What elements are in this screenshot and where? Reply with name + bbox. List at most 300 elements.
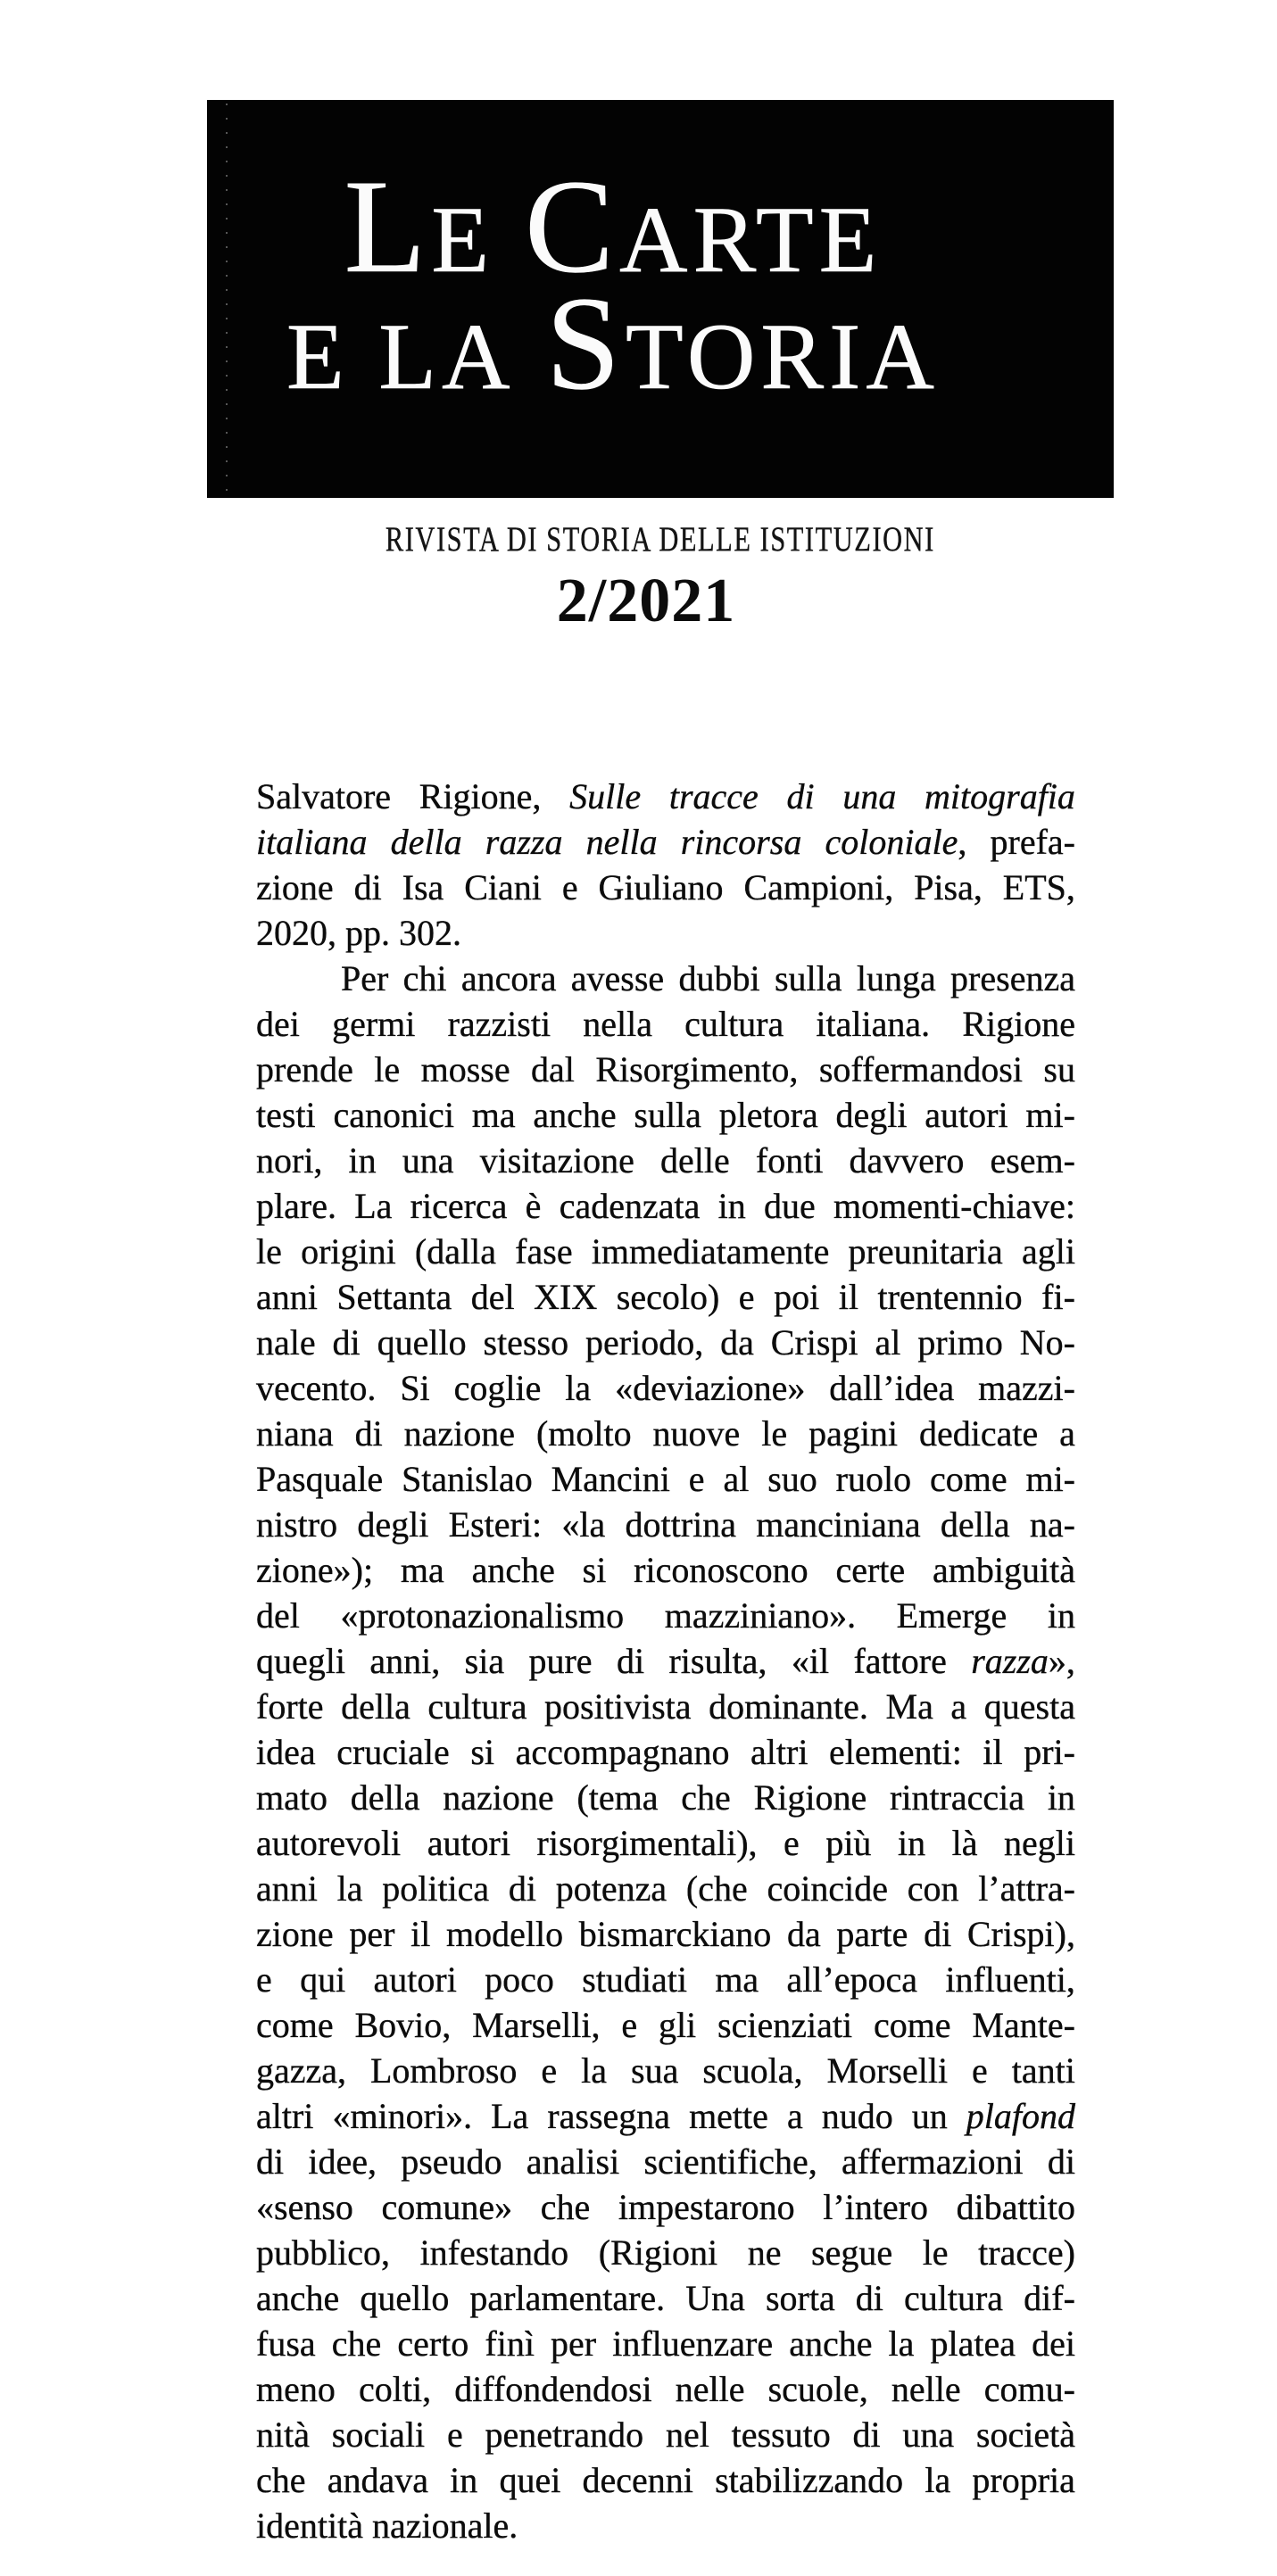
word: italiana. [816, 1004, 931, 1044]
word: Pasquale [256, 1459, 384, 1499]
word: in [717, 1186, 746, 1226]
word: prefa- [990, 822, 1075, 862]
word: del [470, 1277, 515, 1317]
word: colti, [358, 2369, 432, 2409]
word: Rigione [753, 1777, 867, 1818]
word: segue [811, 2232, 893, 2273]
word: pagini [808, 1413, 899, 1454]
text-line [256, 2093, 1075, 2139]
word: il [983, 1732, 1003, 1772]
text-line [256, 1365, 1075, 1411]
word: pletora [718, 1095, 818, 1135]
word: zione [256, 1914, 334, 1954]
word: «la [561, 1504, 606, 1545]
word: sua [631, 2050, 679, 2091]
word: influenti, [945, 1959, 1075, 2000]
word: mazziniano». [664, 1595, 857, 1636]
word: accompagnano [515, 1732, 730, 1772]
word: là [951, 1823, 978, 1863]
word: presenza [950, 958, 1075, 998]
text-line [256, 2230, 1075, 2275]
word: nella [583, 1004, 652, 1044]
word: Marselli, [472, 2005, 601, 2045]
word: davvero [849, 1140, 965, 1180]
word: pure [528, 1641, 593, 1681]
word: qui [300, 1959, 346, 2000]
word: sulla [634, 1095, 701, 1135]
word: vecento. [256, 1368, 377, 1408]
word: «senso [256, 2187, 353, 2227]
word: nazione [403, 1413, 515, 1454]
text-line [256, 1957, 1075, 2002]
word: nità [256, 2414, 310, 2455]
text-line [256, 1820, 1075, 1866]
word: di [852, 2414, 881, 2455]
word: su [1043, 1049, 1075, 1089]
word: e [621, 2005, 638, 2045]
word: per [349, 1914, 395, 1954]
text-line [256, 2321, 1075, 2366]
masthead-title-word: CARTE [524, 153, 883, 301]
masthead-title-word: STORIA [545, 269, 940, 418]
word: dominante. [709, 1686, 868, 1727]
word: Campioni, [743, 867, 894, 907]
word: preunitaria [848, 1231, 1003, 1271]
journal-subtitle: RIVISTA DI STORIA DELLE ISTITUZIONI [385, 520, 936, 559]
word: tracce [668, 776, 759, 816]
word: esem- [990, 1140, 1075, 1180]
word: in [1047, 1595, 1075, 1636]
word: plafond [966, 2096, 1075, 2136]
text-line [256, 1047, 1075, 1092]
text-line [256, 956, 1075, 1001]
word: na- [1029, 1504, 1075, 1545]
word: Crispi), [966, 1914, 1075, 1954]
word: in [450, 2460, 478, 2500]
word: autorevoli [256, 1823, 402, 1863]
text-line [256, 1274, 1075, 1320]
word: Stanislao [402, 1459, 533, 1499]
word: scuole, [767, 2369, 868, 2409]
word: Esteri: [448, 1504, 543, 1545]
text-line [256, 865, 1075, 910]
word: anche [256, 2278, 340, 2318]
text-line [256, 2002, 1075, 2048]
word: da [720, 1322, 754, 1363]
word: autori [373, 1959, 457, 2000]
word: ambiguità [932, 1550, 1075, 1590]
word: cultura [427, 1686, 527, 1727]
word: italiana [256, 822, 368, 862]
word: scienziati [717, 2005, 853, 2045]
word: affermazioni [842, 2141, 1024, 2182]
word: a [1059, 1413, 1075, 1454]
word: dall’idea [829, 1368, 955, 1408]
word: fase [515, 1231, 573, 1271]
word: ancora [460, 958, 557, 998]
text-line [256, 1411, 1075, 1456]
word: sulla [774, 958, 842, 998]
word: nuove [652, 1413, 741, 1454]
text-line [256, 1229, 1075, 1274]
word: infestando [419, 2232, 569, 2273]
word: cruciale [336, 1732, 450, 1772]
word: ruolo [835, 1459, 912, 1499]
word: Rigione, [419, 776, 542, 816]
word: l’intero [823, 2187, 928, 2227]
word: altri [750, 1732, 808, 1772]
word: della [940, 1504, 1010, 1545]
word: Mante- [972, 2005, 1075, 2045]
word: dibattito [956, 2187, 1075, 2227]
word: una [402, 1140, 454, 1180]
text-line [256, 2048, 1075, 2093]
word: degli [357, 1504, 429, 1545]
word: e [446, 2414, 463, 2455]
text-line [256, 1502, 1075, 1547]
word: come [929, 1459, 1008, 1499]
word: (molto [535, 1413, 632, 1454]
word: Pisa, [914, 867, 983, 907]
word: gazza, [256, 2050, 347, 2091]
journal-issue-number: 2/2021 [556, 567, 736, 635]
word: di [256, 2141, 285, 2182]
word: germi [332, 1004, 416, 1044]
text-line [256, 2139, 1075, 2184]
word: nel [665, 2414, 709, 2455]
word: una [902, 2414, 955, 2455]
word: ETS, [1002, 867, 1075, 907]
word: Salvatore [256, 776, 392, 816]
word: mazzi- [978, 1368, 1075, 1408]
word: (che [685, 1868, 748, 1909]
word: e [972, 2050, 988, 2091]
word: risorgimentali), [536, 1823, 758, 1863]
word: le [374, 1049, 401, 1089]
word: nale [256, 1322, 316, 1363]
word: fattore [853, 1641, 947, 1681]
word: fi- [1041, 1277, 1075, 1317]
word: autori [427, 1823, 510, 1863]
word: cadenzata [559, 1186, 701, 1226]
word: chi [402, 958, 447, 998]
word: ne [747, 2232, 782, 2273]
word: coglie [453, 1368, 542, 1408]
word: nella [585, 822, 658, 862]
word: potenza [555, 1868, 668, 1909]
text-line [256, 1547, 1075, 1593]
text-line [256, 1866, 1075, 1911]
text-line [256, 1001, 1075, 1047]
word: rassegna [547, 2096, 671, 2136]
word: sia [464, 1641, 505, 1681]
word: come [256, 2005, 334, 2045]
word: zione [256, 867, 334, 907]
word: nelle [675, 2369, 745, 2409]
word: la [888, 2323, 915, 2364]
word: rincorsa [680, 822, 802, 862]
word: Emerge [896, 1595, 1008, 1636]
word: nori, [256, 1140, 323, 1180]
word: società [975, 2414, 1075, 2455]
word: cultura [684, 1004, 784, 1044]
word: a [786, 2096, 803, 2136]
word: diffondendosi [454, 2369, 652, 2409]
word: pp. [345, 913, 390, 953]
word: quello [377, 1322, 467, 1363]
word: fonti [755, 1140, 824, 1180]
word: Sulle [569, 776, 642, 816]
word: (dalla [414, 1231, 496, 1271]
word: niana [256, 1413, 334, 1454]
word: propria [972, 2460, 1075, 2500]
text-line [256, 774, 1075, 819]
journal-subtitle-row [207, 522, 1114, 557]
word: e [561, 867, 578, 907]
word: parte [836, 1914, 908, 1954]
word: certe [835, 1550, 906, 1590]
word: tanti [1011, 2050, 1075, 2091]
word: anche [533, 1095, 617, 1135]
word: platea [930, 2323, 1016, 2364]
word: di [508, 1868, 537, 1909]
text-line [256, 1320, 1075, 1365]
word: mosse [420, 1049, 510, 1089]
word: di [354, 1413, 383, 1454]
word: il [838, 1277, 858, 1317]
word: si [470, 1732, 494, 1772]
text-line [256, 1092, 1075, 1138]
word: Rigione [962, 1004, 1075, 1044]
word: ma [715, 1959, 759, 2000]
word: Morselli [826, 2050, 949, 2091]
text-line [256, 1775, 1075, 1820]
text-line [256, 1729, 1075, 1775]
word: elementi: [829, 1732, 962, 1772]
word: da [786, 1914, 821, 1954]
word: degli [835, 1095, 908, 1135]
word: anni [256, 1277, 318, 1317]
word: zione»); [256, 1550, 374, 1590]
word: nudo [821, 2096, 893, 2136]
word: come [873, 2005, 951, 2045]
word: nistro [256, 1504, 338, 1545]
word: mato [256, 1777, 328, 1818]
word: Settanta [336, 1277, 452, 1317]
word: nazione [443, 1777, 554, 1818]
word: Giuliano [598, 867, 724, 907]
text-line [256, 1456, 1075, 1502]
word: testi [256, 1095, 316, 1135]
word: e [688, 1459, 705, 1499]
word: dal [531, 1049, 575, 1089]
word: sorta [765, 2278, 835, 2318]
word: a [950, 1686, 967, 1727]
word: idea [256, 1732, 316, 1772]
word: coincide [767, 1868, 888, 1909]
word: risulta, [668, 1641, 767, 1681]
word: in [348, 1140, 377, 1180]
word: Una [685, 2278, 745, 2318]
word: forte [256, 1686, 324, 1727]
text-line [256, 910, 1075, 956]
word: suo [767, 1459, 817, 1499]
text-line [256, 1593, 1075, 1638]
word: della [350, 1777, 420, 1818]
word: La [491, 2096, 529, 2136]
word: (tema [576, 1777, 659, 1818]
word: «minori». [332, 2096, 473, 2136]
word: «il [791, 1641, 830, 1681]
word: 2020, [256, 913, 336, 953]
word: stesso [483, 1322, 569, 1363]
word: dottrina [625, 1504, 736, 1545]
word: del [256, 1595, 300, 1636]
word: che [681, 1777, 731, 1818]
word: Risorgimento, [595, 1049, 799, 1089]
masthead-title-line [160, 269, 1066, 418]
word: al [875, 1322, 901, 1363]
word: plare. [256, 1186, 336, 1226]
word: quello [360, 2278, 450, 2318]
word: certo [397, 2323, 469, 2364]
word: coloniale, [825, 822, 967, 862]
word: Lombroso [370, 2050, 518, 2091]
word: anni [256, 1868, 318, 1909]
word: di [924, 1914, 952, 1954]
word: all’epoca [786, 1959, 918, 2000]
word: in [897, 1823, 926, 1863]
word: stabilizzando [715, 2460, 904, 2500]
word: idee, [308, 2141, 377, 2182]
word: pseudo [401, 2141, 502, 2182]
word: razza», [971, 1641, 1075, 1681]
text-line [256, 1138, 1075, 1183]
word: delle [660, 1140, 730, 1180]
text-line [256, 1684, 1075, 1729]
word: Bovio, [354, 2005, 452, 2045]
word: quegli [256, 1641, 345, 1681]
word: di [786, 776, 815, 816]
word: secolo) [616, 1277, 720, 1317]
word: avesse [570, 958, 665, 998]
text-line [256, 1183, 1075, 1229]
word: impestarono [618, 2187, 795, 2227]
word: andava [327, 2460, 428, 2500]
word: immediatamente [591, 1231, 830, 1271]
word: lunga [856, 958, 936, 998]
word: manciniana [756, 1504, 921, 1545]
word: si [582, 1550, 607, 1590]
word: pubblico, [256, 2232, 390, 2273]
word: influenzare [612, 2323, 774, 2364]
word: XIX [534, 1277, 598, 1317]
word: altri [256, 2096, 314, 2136]
word: poco [485, 1959, 554, 2000]
word: le [922, 2232, 949, 2273]
word: la [581, 2050, 608, 2091]
word: e [256, 1959, 272, 2000]
word: le [256, 1231, 282, 1271]
word: una [842, 776, 897, 816]
word: dif- [1024, 2278, 1075, 2318]
word: con [907, 1868, 959, 1909]
word: di [353, 867, 382, 907]
word: mi- [1025, 1459, 1075, 1499]
text-line [256, 2457, 1075, 2503]
text-line [256, 1911, 1075, 1957]
word: la [336, 1868, 363, 1909]
word: agli [1021, 1231, 1075, 1271]
word: dedicate [918, 1413, 1039, 1454]
word: meno [256, 2369, 336, 2409]
word: momenti-chiave: [833, 1186, 1075, 1226]
word: razza [485, 822, 563, 862]
word: periodo, [585, 1322, 704, 1363]
word: riconoscono [634, 1550, 808, 1590]
word: mitografia [925, 776, 1075, 816]
word: un [911, 2096, 948, 2136]
text-line [256, 2503, 1075, 2548]
masthead-title-word: E LA [286, 304, 516, 409]
word: positivista [544, 1686, 692, 1727]
word: che [256, 2460, 306, 2500]
word: la [925, 2460, 951, 2500]
text-line [256, 1638, 1075, 1684]
word: razzisti [447, 1004, 551, 1044]
word: ricerca [410, 1186, 508, 1226]
word: e [738, 1277, 755, 1317]
word: sociali [331, 2414, 426, 2455]
journal-cover-masthead [207, 100, 1114, 498]
word: negli [1003, 1823, 1075, 1863]
word: nazionale. [371, 2506, 518, 2546]
word: per [551, 2323, 597, 2364]
word: quei [499, 2460, 561, 2500]
word: tracce) [978, 2232, 1075, 2273]
word: di [332, 1322, 361, 1363]
word: di [1047, 2141, 1075, 2182]
word: La [354, 1186, 393, 1226]
word: che [331, 2323, 382, 2364]
word: finì [485, 2323, 535, 2364]
word: in [1047, 1777, 1075, 1818]
word: canonici [333, 1095, 454, 1135]
word: di [616, 1641, 645, 1681]
word: modello [446, 1914, 564, 1954]
masthead-title-word: LE [344, 153, 494, 301]
word: ma [471, 1095, 516, 1135]
journal-issue-row [207, 567, 1114, 635]
word: cultura [904, 2278, 1004, 2318]
word: della [390, 822, 462, 862]
word: le [761, 1413, 788, 1454]
word: (Rigioni [598, 2232, 718, 2273]
word: Ciani [464, 867, 542, 907]
word: autori [925, 1095, 1008, 1135]
word: nelle [891, 2369, 961, 2409]
word: comune» [381, 2187, 513, 2227]
text-line [256, 2275, 1075, 2321]
word: tessuto [731, 2414, 831, 2455]
word: mi- [1025, 1095, 1075, 1135]
word: penetrando [485, 2414, 644, 2455]
word: questa [983, 1686, 1075, 1727]
text-line [256, 2366, 1075, 2412]
review-text [256, 774, 1075, 2548]
word: primo [917, 1322, 1003, 1363]
word: scientifiche, [643, 2141, 817, 2182]
